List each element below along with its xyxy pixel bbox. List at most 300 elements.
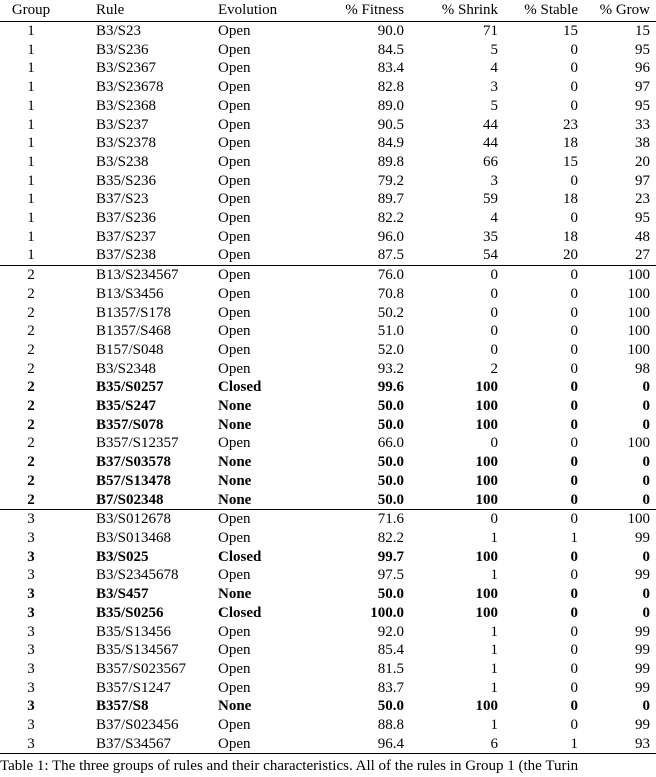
cell-rule: B3/S457 [96, 586, 149, 603]
cell-grow: 33 [635, 116, 650, 133]
table-row [0, 190, 656, 209]
cell-rule: B3/S2368 [96, 97, 157, 114]
cell-rule: B35/S236 [96, 172, 157, 189]
cell-fitness: 50.0 [377, 454, 404, 471]
cell-stable: 0 [570, 416, 578, 433]
cell-rule: B357/S023567 [96, 660, 187, 677]
header-rule: Rule [62, 0, 218, 22]
cell-rule: B3/S012678 [62, 510, 218, 529]
cell-rule: B357/S12357 [96, 435, 179, 452]
cell-shrink: 0 [490, 323, 498, 340]
cell-rule: B35/S0256 [96, 604, 164, 621]
cell-fitness: 96.0 [377, 228, 404, 245]
cell-grow: 23 [635, 191, 650, 208]
cell-grow: 27 [635, 247, 650, 264]
cell-evolution: Open [218, 266, 306, 285]
cell-rule: B37/S23 [96, 191, 149, 208]
cell-grow: 0 [642, 379, 650, 396]
header-shrink: % Shrink [404, 0, 498, 22]
cell-group: 2 [27, 435, 35, 452]
cell-grow: 0 [642, 604, 650, 621]
cell-stable: 0 [570, 341, 578, 358]
cell-group: 2 [27, 472, 35, 489]
cell-group: 2 [27, 416, 35, 433]
cell-shrink: 5 [490, 97, 498, 114]
cell-evolution: None [218, 698, 252, 715]
cell-fitness: 82.2 [377, 529, 404, 546]
cell-rule: B37/S03578 [96, 454, 172, 471]
cell-shrink: 6 [404, 735, 498, 754]
cell-grow: 99 [635, 567, 650, 584]
cell-grow: 99 [635, 717, 650, 734]
table-row [0, 453, 656, 472]
cell-grow: 100 [627, 304, 650, 321]
cell-grow: 0 [642, 398, 650, 415]
cell-shrink: 100 [475, 454, 498, 471]
table-row [0, 228, 656, 247]
cell-fitness: 52.0 [377, 341, 404, 358]
cell-evolution: None [218, 416, 252, 433]
cell-fitness: 81.5 [377, 660, 404, 677]
cell-grow: 100 [578, 266, 656, 285]
table-row [0, 529, 656, 548]
cell-fitness: 84.9 [377, 135, 404, 152]
cell-evolution: Closed [218, 548, 262, 565]
cell-grow: 99 [635, 660, 650, 677]
cell-shrink: 0 [404, 510, 498, 529]
table-row [0, 266, 656, 285]
cell-fitness: 89.8 [377, 153, 404, 170]
cell-stable: 0 [570, 41, 578, 58]
table-row [0, 585, 656, 604]
cell-shrink: 1 [490, 717, 498, 734]
cell-shrink: 4 [490, 60, 498, 77]
cell-group: 1 [27, 228, 35, 245]
cell-group: 1 [27, 135, 35, 152]
cell-fitness: 88.8 [377, 717, 404, 734]
cell-stable: 0 [570, 472, 578, 489]
cell-stable: 0 [570, 435, 578, 452]
cell-evolution: Open [218, 529, 251, 546]
cell-rule: B3/S2348 [96, 360, 157, 377]
cell-grow: 100 [627, 435, 650, 452]
cell-shrink: 100 [475, 379, 498, 396]
table-row [0, 716, 656, 735]
cell-grow: 100 [627, 285, 650, 302]
cell-stable: 15 [563, 23, 578, 39]
cell-rule: B35/S13456 [96, 623, 172, 640]
cell-shrink: 59 [483, 191, 498, 208]
cell-stable: 1 [498, 735, 578, 754]
cell-group: 2 [27, 285, 35, 302]
cell-group: 2 [27, 341, 35, 358]
cell-grow: 0 [642, 416, 650, 433]
cell-stable: 0 [570, 623, 578, 640]
cell-shrink: 0 [490, 304, 498, 321]
cell-group: 1 [27, 210, 35, 227]
cell-shrink: 0 [490, 435, 498, 452]
cell-grow: 100 [578, 510, 656, 529]
cell-grow: 99 [635, 529, 650, 546]
table-row [0, 510, 656, 529]
cell-stable: 0 [570, 586, 578, 603]
cell-shrink: 5 [490, 41, 498, 58]
cell-shrink: 0 [490, 285, 498, 302]
header-group: Group [0, 0, 62, 22]
cell-fitness: 84.5 [377, 41, 404, 58]
table-row [0, 679, 656, 698]
table-row [0, 59, 656, 78]
cell-stable: 20 [563, 247, 578, 264]
cell-stable: 0 [570, 698, 578, 715]
cell-group: 3 [27, 679, 35, 696]
header-row [0, 0, 656, 22]
cell-fitness: 92.0 [377, 623, 404, 640]
group-2-body [0, 266, 656, 510]
cell-stable: 0 [570, 304, 578, 321]
cell-shrink: 0 [490, 341, 498, 358]
cell-stable: 0 [570, 398, 578, 415]
header-evolution: Evolution [218, 0, 306, 22]
table-row [0, 153, 656, 172]
table-row [0, 285, 656, 304]
cell-evolution: Open [218, 642, 251, 659]
cell-fitness: 82.8 [377, 79, 404, 96]
cell-group: 1 [27, 153, 35, 170]
cell-group: 1 [27, 41, 35, 58]
header-fitness: % Fitness [306, 0, 404, 22]
cell-fitness: 99.6 [377, 379, 404, 396]
cell-group: 2 [27, 398, 35, 415]
cell-evolution: Open [218, 285, 251, 302]
cell-fitness: 90.0 [377, 23, 404, 39]
cell-group: 1 [27, 172, 35, 189]
cell-evolution: Open [218, 660, 251, 677]
header-stable: % Stable [498, 0, 578, 22]
table-row [0, 360, 656, 379]
cell-shrink: 0 [404, 266, 498, 285]
cell-rule: B3/S237 [96, 116, 149, 133]
cell-rule: B357/S078 [96, 416, 164, 433]
cell-evolution: None [218, 491, 252, 508]
cell-rule: B3/S238 [96, 153, 149, 170]
cell-rule: B3/S013468 [96, 529, 172, 546]
cell-grow: 15 [635, 23, 650, 39]
cell-evolution: Open [218, 323, 251, 340]
cell-grow: 0 [642, 491, 650, 508]
cell-grow: 20 [635, 153, 650, 170]
table-row [0, 22, 656, 41]
cell-evolution: Open [218, 210, 251, 227]
cell-grow: 38 [635, 135, 650, 152]
cell-fitness: 83.7 [377, 679, 404, 696]
group-1-body [0, 22, 656, 266]
cell-grow: 0 [642, 698, 650, 715]
cell-rule: B1357/S468 [96, 323, 172, 340]
cell-group: 2 [27, 323, 35, 340]
cell-group: 2 [27, 379, 35, 396]
cell-shrink: 1 [490, 660, 498, 677]
cell-group: 3 [27, 604, 35, 621]
cell-group: 2 [0, 266, 62, 285]
cell-fitness: 50.0 [377, 491, 404, 508]
cell-rule: B7/S02348 [96, 491, 164, 508]
header-grow: % Grow [578, 0, 656, 22]
cell-fitness: 70.8 [377, 285, 404, 302]
cell-evolution: None [218, 472, 252, 489]
cell-evolution: Open [218, 135, 251, 152]
cell-rule: B357/S8 [96, 698, 149, 715]
cell-stable: 0 [570, 285, 578, 302]
cell-stable: 0 [570, 491, 578, 508]
cell-shrink: 100 [475, 472, 498, 489]
cell-evolution: Open [218, 360, 251, 377]
cell-group: 3 [27, 567, 35, 584]
cell-rule: B3/S2345678 [96, 567, 179, 584]
cell-evolution: Open [218, 435, 251, 452]
table-row [0, 604, 656, 623]
cell-fitness: 90.5 [377, 116, 404, 133]
cell-group: 2 [27, 304, 35, 321]
table-row [0, 246, 656, 265]
cell-fitness: 89.0 [377, 97, 404, 114]
cell-group: 3 [27, 548, 35, 565]
cell-shrink: 44 [483, 116, 498, 133]
cell-fitness: 82.2 [377, 210, 404, 227]
table-row [0, 660, 656, 679]
cell-evolution: Open [218, 116, 251, 133]
cell-stable: 0 [570, 567, 578, 584]
cell-fitness: 50.0 [377, 698, 404, 715]
cell-evolution: Open [218, 717, 251, 734]
cell-fitness: 87.5 [377, 247, 404, 264]
table-row [0, 623, 656, 642]
cell-shrink: 100 [475, 416, 498, 433]
cell-group: 1 [27, 191, 35, 208]
cell-fitness: 99.7 [377, 548, 404, 565]
table-row [0, 134, 656, 153]
cell-grow: 0 [642, 472, 650, 489]
cell-rule: B37/S023456 [96, 717, 179, 734]
cell-rule: B3/S2367 [96, 60, 157, 77]
table-row [0, 735, 656, 754]
cell-fitness: 66.0 [377, 435, 404, 452]
cell-evolution: Open [218, 191, 251, 208]
cell-fitness: 97.5 [377, 567, 404, 584]
cell-evolution: Closed [218, 604, 262, 621]
cell-fitness: 100.0 [370, 604, 404, 621]
table-row [0, 416, 656, 435]
cell-shrink: 2 [490, 360, 498, 377]
cell-grow: 99 [635, 642, 650, 659]
cell-shrink: 1 [490, 529, 498, 546]
cell-shrink: 100 [475, 698, 498, 715]
cell-evolution: Open [218, 567, 251, 584]
cell-group: 3 [0, 735, 62, 754]
cell-group: 2 [27, 454, 35, 471]
table-row [0, 491, 656, 510]
cell-group: 1 [27, 23, 35, 39]
cell-fitness: 50.0 [377, 398, 404, 415]
table-row [0, 172, 656, 191]
cell-stable: 0 [498, 266, 578, 285]
cell-rule: B37/S237 [96, 228, 157, 245]
cell-stable: 0 [570, 323, 578, 340]
cell-shrink: 66 [483, 153, 498, 170]
cell-stable: 0 [570, 172, 578, 189]
cell-evolution: None [218, 398, 252, 415]
cell-shrink: 35 [483, 228, 498, 245]
cell-stable: 0 [570, 548, 578, 565]
cell-shrink: 1 [490, 679, 498, 696]
cell-rule: B1357/S178 [96, 304, 172, 321]
cell-group: 3 [27, 623, 35, 640]
cell-rule: B37/S34567 [62, 735, 218, 754]
cell-shrink: 100 [475, 548, 498, 565]
cell-stable: 1 [570, 529, 578, 546]
cell-group: 3 [27, 660, 35, 677]
cell-grow: 0 [642, 548, 650, 565]
cell-rule: B3/S236 [96, 41, 149, 58]
cell-rule: B57/S13478 [96, 472, 172, 489]
table-row [0, 116, 656, 135]
cell-evolution: None [218, 586, 252, 603]
cell-rule: B35/S134567 [96, 642, 179, 659]
cell-stable: 0 [570, 679, 578, 696]
cell-rule: B35/S0257 [96, 379, 164, 396]
table-row [0, 697, 656, 716]
cell-rule: B157/S048 [96, 341, 164, 358]
cell-rule: B37/S238 [96, 247, 157, 264]
table-row [0, 641, 656, 660]
table-row [0, 209, 656, 228]
cell-group: 1 [27, 97, 35, 114]
table-row [0, 304, 656, 323]
cell-fitness: 96.4 [306, 735, 404, 754]
cell-grow: 48 [635, 228, 650, 245]
cell-group: 2 [27, 360, 35, 377]
cell-group: 1 [27, 247, 35, 264]
table-row [0, 472, 656, 491]
cell-evolution: Open [218, 228, 251, 245]
cell-fitness: 51.0 [377, 323, 404, 340]
cell-evolution: Open [218, 23, 251, 39]
cell-evolution: Open [218, 153, 251, 170]
cell-grow: 99 [635, 679, 650, 696]
cell-rule: B13/S234567 [62, 266, 218, 285]
cell-shrink: 100 [475, 398, 498, 415]
cell-grow: 97 [635, 172, 650, 189]
cell-grow: 100 [627, 323, 650, 340]
cell-group: 2 [27, 491, 35, 508]
cell-group: 3 [0, 510, 62, 529]
cell-evolution: Open [218, 79, 251, 96]
cell-fitness: 76.0 [306, 266, 404, 285]
cell-rule: B37/S236 [96, 210, 157, 227]
cell-shrink: 4 [490, 210, 498, 227]
cell-grow: 95 [635, 41, 650, 58]
cell-rule: B35/S247 [96, 398, 157, 415]
table-row [0, 322, 656, 341]
cell-evolution: Open [218, 341, 251, 358]
cell-fitness: 50.2 [377, 304, 404, 321]
table-row [0, 548, 656, 567]
cell-fitness: 79.2 [377, 172, 404, 189]
table-row [0, 434, 656, 453]
cell-evolution: Closed [218, 379, 262, 396]
cell-group: 3 [27, 717, 35, 734]
cell-evolution: Open [218, 623, 251, 640]
cell-rule: B3/S025 [96, 548, 149, 565]
cell-evolution: Open [218, 172, 251, 189]
cell-evolution: Open [218, 41, 251, 58]
cell-grow: 99 [635, 623, 650, 640]
cell-stable: 0 [570, 97, 578, 114]
cell-fitness: 71.6 [306, 510, 404, 529]
cell-fitness: 85.4 [377, 642, 404, 659]
cell-grow: 0 [642, 454, 650, 471]
cell-stable: 18 [563, 135, 578, 152]
cell-stable: 0 [570, 79, 578, 96]
cell-evolution: Open [218, 735, 306, 754]
cell-grow: 96 [635, 60, 650, 77]
cell-rule: B3/S23 [96, 23, 142, 39]
cell-evolution: Open [218, 247, 251, 264]
cell-group: 1 [27, 116, 35, 133]
cell-stable: 0 [570, 642, 578, 659]
cell-stable: 0 [570, 60, 578, 77]
cell-evolution: Open [218, 304, 251, 321]
cell-grow: 0 [642, 586, 650, 603]
cell-shrink: 3 [490, 172, 498, 189]
cell-grow: 98 [635, 360, 650, 377]
cell-rule: B3/S23678 [96, 79, 164, 96]
cell-grow: 95 [635, 97, 650, 114]
cell-grow: 93 [578, 735, 656, 754]
cell-stable: 23 [563, 116, 578, 133]
cell-stable: 0 [570, 210, 578, 227]
cell-evolution: Open [218, 60, 251, 77]
table-row [0, 378, 656, 397]
cell-evolution: None [218, 454, 252, 471]
cell-shrink: 44 [483, 135, 498, 152]
cell-stable: 18 [563, 191, 578, 208]
table-row [0, 41, 656, 60]
table-row [0, 397, 656, 416]
cell-fitness: 50.0 [377, 586, 404, 603]
cell-shrink: 100 [475, 491, 498, 508]
cell-group: 1 [27, 79, 35, 96]
table-row [0, 97, 656, 116]
cell-shrink: 1 [490, 623, 498, 640]
cell-shrink: 1 [490, 642, 498, 659]
cell-stable: 0 [570, 660, 578, 677]
cell-grow: 100 [627, 341, 650, 358]
cell-group: 3 [27, 586, 35, 603]
cell-shrink: 3 [490, 79, 498, 96]
cell-fitness: 83.4 [377, 60, 404, 77]
cell-fitness: 89.7 [377, 191, 404, 208]
table-row [0, 341, 656, 360]
cell-shrink: 1 [490, 567, 498, 584]
cell-stable: 0 [498, 510, 578, 529]
cell-rule: B13/S3456 [96, 285, 164, 302]
cell-fitness: 50.0 [377, 416, 404, 433]
cell-grow: 95 [635, 210, 650, 227]
cell-fitness: 50.0 [377, 472, 404, 489]
cell-evolution: Open [218, 679, 251, 696]
cell-rule: B3/S2378 [96, 135, 157, 152]
